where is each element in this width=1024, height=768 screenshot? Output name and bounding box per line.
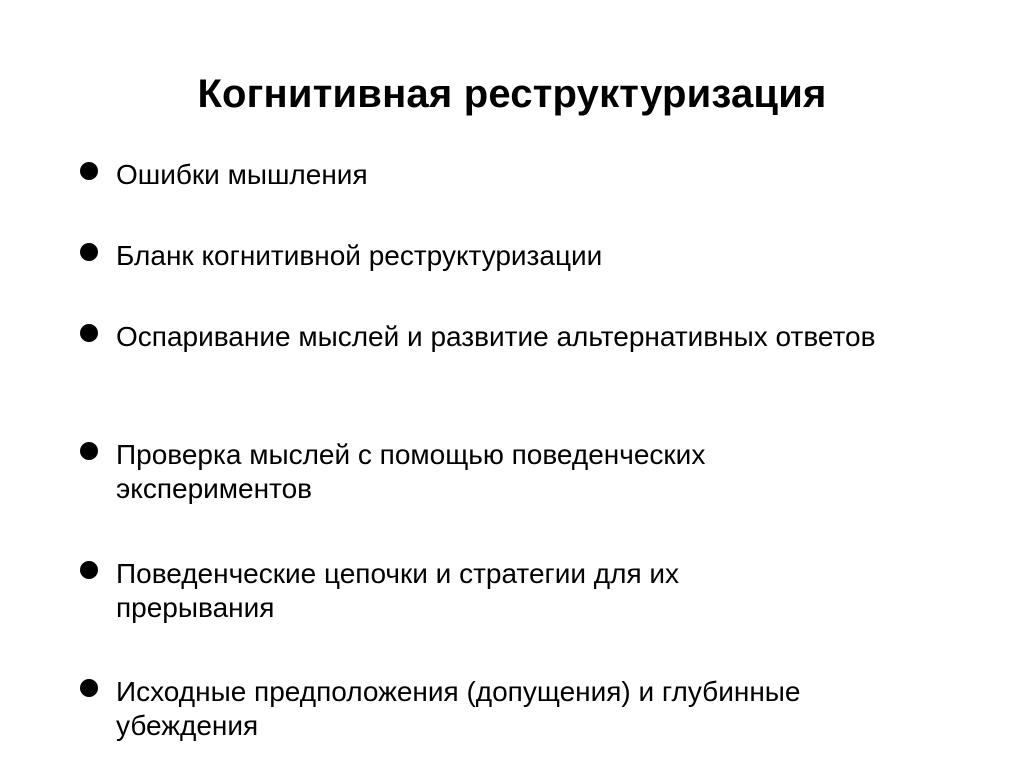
bullet-text: Исходные предположения (допущения) и глубинные убеждения: [116, 676, 801, 741]
bullet-item: [116, 557, 796, 625]
bullet-dot-icon: [80, 561, 98, 579]
bullet-text: Бланк когнитивной реструктуризации: [116, 240, 603, 271]
bullet-dot-icon: [80, 162, 98, 180]
bullet-item: [116, 675, 916, 743]
bullet-text: Ошибки мышления: [116, 159, 368, 190]
bullet-text: Оспаривание мыслей и развитие альтернативных ответов: [116, 321, 876, 352]
bullet-item: [116, 239, 976, 273]
bullet-item: [116, 320, 876, 354]
bullet-dot-icon: [80, 679, 98, 697]
bullet-text: Поведенческие цепочки и стратегии для их прерывания: [116, 558, 680, 623]
bullet-dot-icon: [80, 442, 98, 460]
bullet-item: [116, 438, 816, 506]
bullet-dot-icon: [80, 243, 98, 261]
slide-title: Когнитивная реструктуризация: [197, 71, 827, 116]
bullet-text: Проверка мыслей с помощью поведенческих экспериментов: [116, 439, 706, 504]
bullet-item: [116, 158, 976, 192]
bullet-dot-icon: [80, 324, 98, 342]
